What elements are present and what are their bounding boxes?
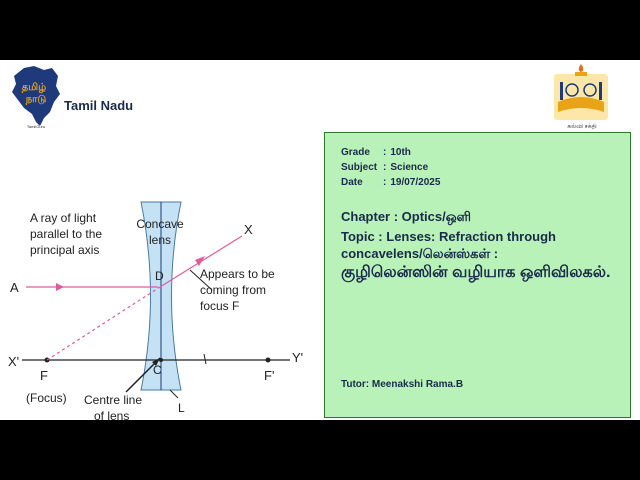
focus-label: (Focus) (26, 391, 67, 405)
ray-label-3: principal axis (30, 243, 100, 257)
lens-label-2: lens (148, 233, 172, 247)
grade-sep: : (383, 147, 387, 158)
appears-label-2: coming from (200, 283, 267, 297)
grade-row (341, 147, 411, 158)
map-text-1: தமிழ் (21, 82, 47, 93)
ray-label-1: A ray of light (30, 211, 97, 225)
point-f-prime: F' (264, 368, 275, 383)
topic-title: Topic : Lenses: Refraction through concavelens/லென்ஸ்கள் : (341, 229, 556, 261)
map-text-2: நாடு (25, 94, 47, 105)
point-a: A (10, 280, 19, 295)
concave-lens-diagram (0, 136, 320, 420)
logo-pillar-left (560, 82, 563, 100)
tamil-nadu-map-logo (10, 64, 62, 130)
lamp-base (575, 72, 587, 76)
point-c: C (153, 363, 162, 377)
appears-label-1: Appears to be (200, 267, 275, 281)
fprime-tick (204, 354, 206, 364)
kalvi-sakthi-logo (550, 62, 612, 124)
focus-point-f-prime (266, 358, 271, 363)
lens-label-1: Concave (136, 217, 184, 231)
point-x: X (244, 222, 253, 237)
ray-label-2: parallel to the (30, 227, 103, 241)
centre-line-label-2: of lens (94, 409, 130, 420)
lamp-icon (579, 64, 584, 72)
virtual-ray (47, 287, 160, 360)
subject-value: Science (390, 162, 429, 173)
point-d: D (155, 269, 164, 283)
centre-line-label-1: Centre line (84, 393, 143, 407)
map-small-text: TamilGuru (26, 124, 46, 129)
point-y-prime: Y' (292, 350, 304, 365)
grade-value: 10th (390, 147, 411, 158)
l-pointer (170, 390, 178, 398)
tutor-name: Tutor: Meenakshi Rama.B (341, 379, 464, 390)
lesson-info-box (324, 132, 631, 418)
point-l: L (178, 401, 185, 415)
date-value: 19/07/2025 (390, 177, 441, 188)
date-row (341, 177, 440, 188)
date-sep: : (383, 177, 387, 188)
date-key: Date (341, 177, 363, 188)
incident-ray-arrow (56, 283, 64, 291)
right-logo-caption: கல்வி சக்தி (567, 124, 597, 130)
point-f: F (40, 368, 48, 383)
state-name: Tamil Nadu (64, 98, 134, 113)
topic-tamil: குழிலென்ஸின் வழியாக ஒளிவிலகல். (341, 264, 611, 281)
subject-row (341, 162, 428, 173)
appears-label-3: focus F (200, 299, 240, 313)
slide (0, 60, 640, 420)
subject-sep: : (383, 162, 387, 173)
point-x-prime: X' (8, 354, 20, 369)
chapter-title: Chapter : Optics/ஒளி (341, 209, 471, 224)
subject-key: Subject (341, 162, 378, 173)
grade-key: Grade (341, 147, 370, 158)
logo-pillar-right (599, 82, 602, 100)
